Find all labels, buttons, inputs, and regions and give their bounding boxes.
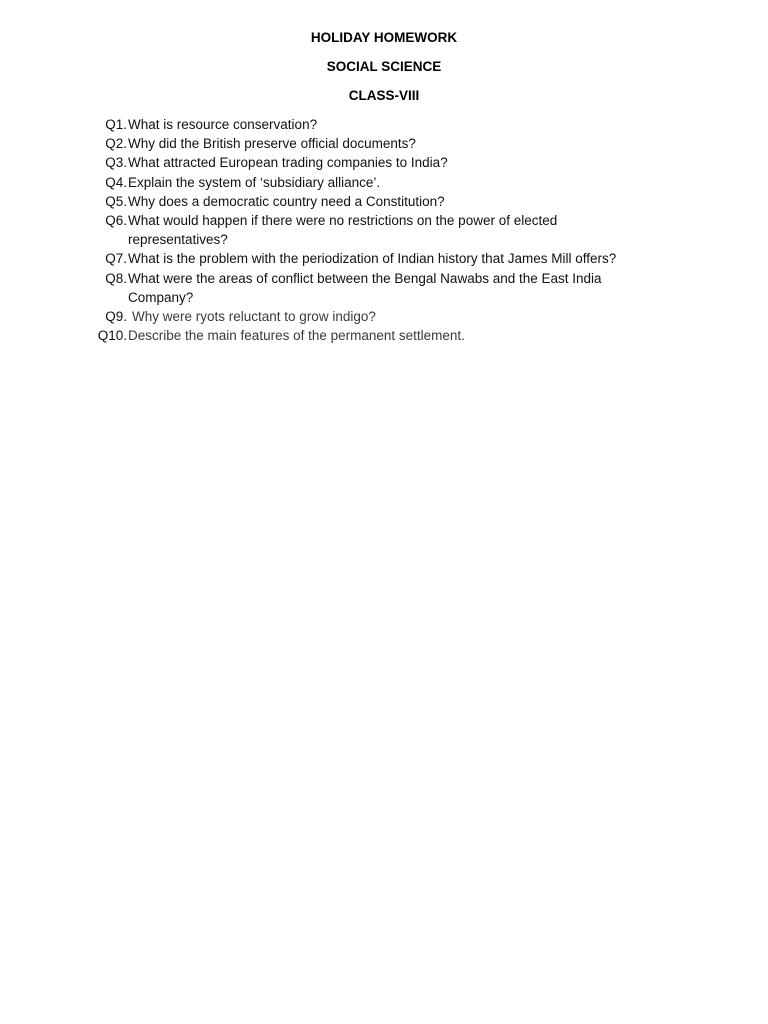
question-item: [0, 192, 768, 211]
question-item: [0, 153, 768, 172]
question-number: Q2.: [105, 136, 127, 152]
question-number: Q9.: [105, 309, 127, 325]
question-text: Describe the main features of the permanent settlement.: [128, 328, 465, 344]
question-text: Why did the British preserve official documents?: [128, 136, 416, 152]
question-list: [0, 115, 768, 345]
question-text: What were the areas of conflict between the Bengal Nawabs and the East India Company?: [128, 270, 602, 305]
class-heading: CLASS-VIII: [348, 88, 420, 103]
question-number: Q1.: [105, 117, 127, 132]
question-text: What attracted European trading companies to India?: [128, 155, 448, 171]
subject-heading: SOCIAL SCIENCE: [326, 59, 442, 74]
question-item: [0, 211, 768, 249]
question-item: [0, 307, 768, 326]
question-text: What is the problem with the periodization of Indian history that James Mill offers?: [128, 251, 617, 267]
question-item: [0, 134, 768, 153]
question-item: [0, 173, 768, 192]
question-item: [0, 269, 768, 307]
question-number: Q5.: [105, 193, 127, 209]
question-number: Q3.: [105, 155, 127, 171]
question-number: Q10.: [97, 328, 127, 344]
question-item: [0, 115, 768, 134]
question-number: Q7.: [105, 251, 127, 267]
question-text: Explain the system of ‘subsidiary alliance’.: [128, 174, 381, 190]
question-item: [0, 249, 768, 268]
question-text: Why were ryots reluctant to grow indigo?: [132, 309, 376, 325]
question-number: Q6.: [105, 213, 127, 229]
document-title: HOLIDAY HOMEWORK: [310, 30, 458, 45]
question-number: Q8.: [105, 270, 127, 286]
question-text: What would happen if there were no restrictions on the power of elected representatives?: [128, 213, 558, 248]
question-text: Why does a democratic country need a Constitution?: [128, 193, 445, 209]
question-number: Q4.: [105, 174, 127, 190]
question-text: What is resource conservation?: [128, 117, 318, 132]
question-item: [0, 326, 768, 345]
